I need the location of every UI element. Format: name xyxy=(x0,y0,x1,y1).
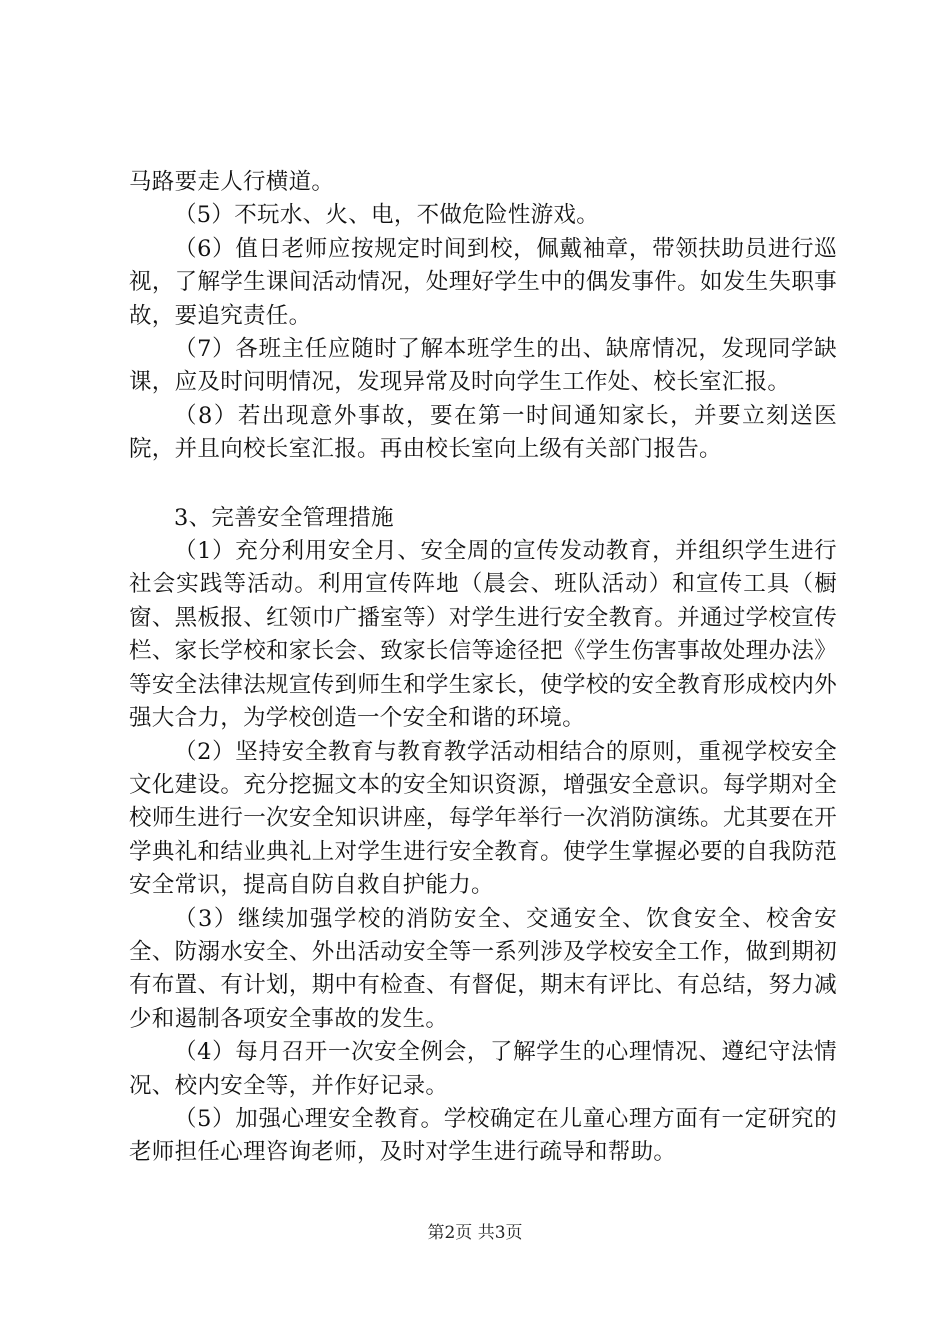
paragraph-continuation: 马路要走人行横道。 xyxy=(129,169,335,195)
paragraph-item-5: （5）不玩水、火、电，不做危险性游戏。 xyxy=(174,202,600,229)
section-paragraph-5: （5）加强心理安全教育。学校确定在儿童心理方面有一定研究的老师担任心理咨询老师，及时对学生进行疏导和帮助。 xyxy=(129,1105,837,1166)
section-heading: 3、完善安全管理措施 xyxy=(174,504,394,531)
section-paragraph-2: （2）坚持安全教育与教育教学活动相结合的原则，重视学校安全文化建设。充分挖掘文本的安全知识资源，增强安全意识。每学期对全校师生进行一次安全知识讲座，每学年举行一次消防演练。尤其要在开学典礼和结业典礼上对学生进行安全教育。使学生掌握必要的自我防范安全常识，提高自防自救自护能力。 xyxy=(129,738,837,899)
paragraph-item-7: （7）各班主任应随时了解本班学生的出、缺席情况，发现同学缺课，应及时问明情况，发现异常及时向学生工作处、校长室汇报。 xyxy=(129,336,837,396)
section-paragraph-4: （4）每月召开一次安全例会，了解学生的心理情况、遵纪守法情况、校内安全等，并作好记录。 xyxy=(129,1039,837,1099)
page-footer xyxy=(0,1218,950,1243)
document-body xyxy=(129,166,837,1170)
section-paragraph-1: （1）充分利用安全月、安全周的宣传发动教育，并组织学生进行社会实践等活动。利用宣传阵地（晨会、班队活动）和宣传工具（橱窗、黑板报、红领巾广播室等）对学生进行安全教育。并通过学校宣传栏、家长学校和家长会、致家长信等途径把《学生伤害事故处理办法》等安全法律法规宣传到师生和学生家长，使学校的安全教育形成校内外强大合力，为学校创造一个安全和谐的环境。 xyxy=(129,538,837,732)
section-paragraph-3: （3）继续加强学校的消防安全、交通安全、饮食安全、校舍安全、防溺水安全、外出活动安全等一系列涉及学校安全工作，做到期初有布置、有计划，期中有检查、有督促，期末有评比、有总结，努力减少和遏制各项安全事故的发生。 xyxy=(129,905,837,1032)
paragraph-item-6: （6）值日老师应按规定时间到校，佩戴袖章，带领扶助员进行巡视，了解学生课间活动情况，处理好学生中的偶发事件。如发生失职事故，要追究责任。 xyxy=(129,235,837,329)
paragraph-item-8: （8）若出现意外事故，要在第一时间通知家长，并要立刻送医院，并且向校长室汇报。再由校长室向上级有关部门报告。 xyxy=(129,402,837,463)
page-number-label: 第2页 共3页 xyxy=(427,1223,523,1243)
